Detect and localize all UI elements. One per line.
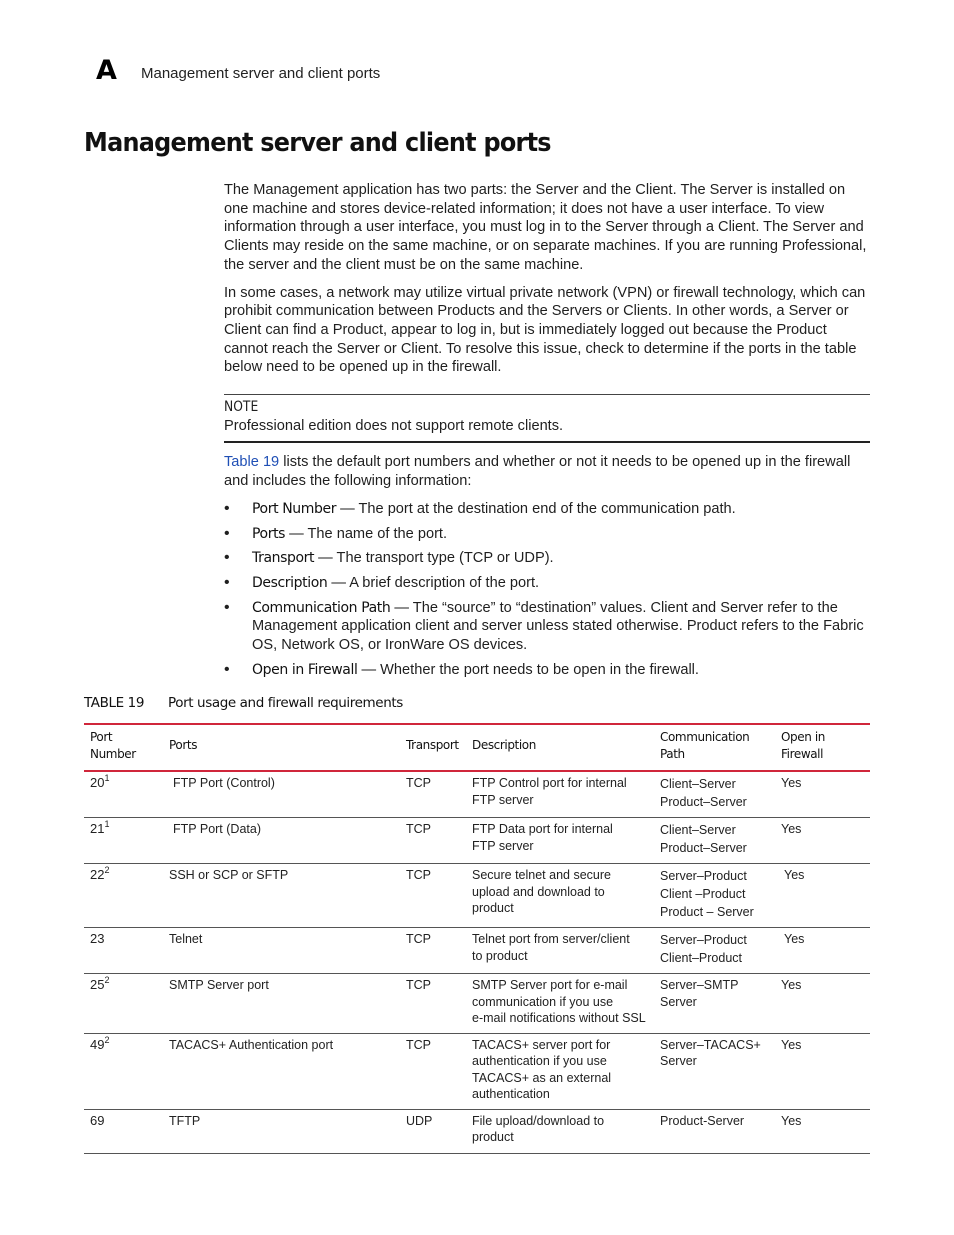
description-cell: File upload/download to product: [472, 1113, 605, 1144]
port-number: 25: [90, 977, 105, 992]
list-item: [224, 500, 870, 519]
port-number: 69: [90, 1112, 105, 1128]
port-name: Telnet: [169, 932, 203, 946]
note-box: [224, 394, 870, 443]
bullet-icon: •: [224, 598, 230, 616]
table-row: [84, 864, 870, 928]
footnote-marker: 2: [104, 975, 110, 985]
note-title: NOTE: [224, 399, 259, 416]
term-description: — The name of the port.: [285, 525, 448, 542]
term: Open in Firewall: [252, 661, 358, 678]
port-name: SSH or SCP or SFTP: [169, 868, 289, 882]
description-cell: FTP Data port for internal FTP server: [472, 822, 613, 853]
note-text: Professional edition does not support remote clients.: [224, 417, 564, 434]
transport: TCP: [406, 978, 431, 992]
intro-text: lists the default port numbers and whether or not it needs to be opened up in the firewall and includes the following information:: [224, 454, 851, 490]
table-link[interactable]: Table 19: [224, 454, 280, 471]
port-number: 49: [90, 1036, 105, 1052]
path-cell: Client–Server Product–Server: [660, 777, 747, 809]
footnote-marker: 1: [104, 819, 110, 829]
path-cell: Server–Product Client –Product Product – Server: [660, 869, 754, 919]
bullet-icon: •: [224, 524, 230, 542]
port-name: FTP Port (Data): [173, 822, 261, 836]
port-number-cell: [84, 928, 163, 974]
transport: TCP: [406, 776, 431, 790]
footnote-marker: 2: [104, 1034, 110, 1045]
term: Communication Path: [252, 599, 391, 616]
table-row: [84, 1033, 870, 1109]
column-header: Communication Path: [660, 730, 750, 761]
term-description: — The port at the destination end of the communication path.: [336, 500, 736, 517]
open-in-firewall: Yes: [781, 1113, 802, 1128]
paragraph: In some cases, a network may utilize virtual private network (VPN) or firewall technology, which can prohibit communication between Products and the Servers or Clients. In other words, a Server or Client can find a Product, appear to log in, but is immediately logged out because the Product cannot reach the Server or Client. To resolve this issue, check to determine if the ports in the table below need to be opened up in the firewall.: [224, 284, 866, 376]
bullet-list: [224, 500, 870, 680]
transport: UDP: [406, 1113, 433, 1128]
column-header: Transport: [406, 738, 459, 753]
paragraph: The Management application has two parts: the Server and the Client. The Server is installed on one machine and stores device-related information; it does not have a user interface. To view information through a user interface, you must log in to the Server through a Client. The Server and Clients may reside on the same machine, or on separate machines. If you are running Professional, the server and the client must be on the same machine.: [224, 182, 867, 273]
path-cell: Product-Server: [660, 1113, 745, 1128]
term-description: — A brief description of the port.: [327, 574, 540, 591]
page-title: Management server and client ports: [84, 128, 551, 158]
term-description: — The transport type (TCP or UDP).: [314, 550, 554, 567]
open-in-firewall: Yes: [781, 822, 802, 836]
running-header: Management server and client ports: [141, 65, 381, 82]
open-in-firewall: Yes: [781, 978, 802, 992]
port-number-cell: [84, 1109, 163, 1153]
port-number: 21: [90, 821, 105, 836]
bullet-icon: •: [224, 573, 230, 591]
table-header-row: [84, 724, 870, 771]
term: Ports: [252, 525, 286, 542]
port-name: TFTP: [169, 1113, 201, 1128]
list-item: [224, 599, 870, 655]
open-in-firewall: Yes: [781, 776, 802, 790]
port-name: FTP Port (Control): [173, 776, 275, 790]
path-cell: Server–TACACS+ Server: [660, 1037, 761, 1068]
list-item: [224, 574, 870, 593]
port-number-cell: [84, 864, 163, 928]
footnote-marker: 1: [104, 773, 110, 783]
table-number: TABLE 19: [84, 695, 145, 711]
port-table: [84, 723, 870, 1154]
column-header: Port Number: [90, 730, 136, 761]
intro-paragraph: [224, 453, 870, 490]
table-row: [84, 974, 870, 1034]
list-item: [224, 549, 870, 568]
table-row: [84, 771, 870, 818]
port-number-cell: [84, 771, 163, 818]
term-description: — Whether the port needs to be open in the firewall.: [357, 661, 699, 678]
column-header: Description: [472, 738, 536, 753]
table-row: [84, 1109, 870, 1153]
term-description: — The “source” to “destination” values. Client and Server refer to the Management application client and server unless stated otherwise. Product refers to the Fabric OS, Network OS, or IronWare OS devices.: [252, 599, 864, 654]
transport: TCP: [406, 1037, 431, 1052]
bullet-icon: •: [224, 499, 230, 517]
path-cell: Client–Server Product–Server: [660, 823, 747, 855]
path-cell: Server–Product Client–Product: [660, 933, 747, 965]
transport: TCP: [406, 932, 431, 946]
chapter-letter: A: [96, 55, 117, 86]
term: Port Number: [252, 500, 337, 517]
column-header: Open in Firewall: [781, 730, 826, 761]
table-row: [84, 818, 870, 864]
footnote-marker: 2: [104, 865, 110, 875]
port-name: SMTP Server port: [169, 978, 269, 992]
table-row: [84, 928, 870, 974]
table-title: Port usage and firewall requirements: [168, 695, 403, 711]
transport: TCP: [406, 868, 431, 882]
port-number-cell: [84, 818, 163, 864]
description-cell: Telnet port from server/client to product: [472, 932, 630, 963]
open-in-firewall: Yes: [784, 868, 805, 882]
port-number: 22: [90, 867, 105, 882]
list-item: [224, 525, 870, 544]
list-item: [224, 661, 870, 680]
description-cell: SMTP Server port for e-mail communication if you use e-mail notifications without SSL: [472, 978, 646, 1025]
bullet-icon: •: [224, 549, 230, 567]
table-caption: [84, 695, 403, 711]
port-number-cell: [84, 974, 163, 1034]
description-cell: Secure telnet and secure upload and download to product: [472, 868, 611, 915]
transport: TCP: [406, 822, 431, 836]
path-cell: Server–SMTP Server: [660, 978, 739, 1009]
description-cell: FTP Control port for internal FTP server: [472, 776, 627, 807]
description-cell: TACACS+ server port for authentication if you use TACACS+ as an external authentication: [472, 1037, 612, 1101]
term: Transport: [252, 550, 315, 567]
open-in-firewall: Yes: [781, 1037, 802, 1052]
bullet-icon: •: [224, 660, 230, 678]
port-number: 20: [90, 775, 105, 790]
term: Description: [252, 574, 328, 591]
body-content: [224, 181, 870, 685]
port-number: 23: [90, 931, 105, 946]
port-name: TACACS+ Authentication port: [169, 1037, 334, 1052]
port-number-cell: [84, 1033, 163, 1109]
column-header: Ports: [169, 738, 198, 753]
open-in-firewall: Yes: [784, 932, 805, 946]
